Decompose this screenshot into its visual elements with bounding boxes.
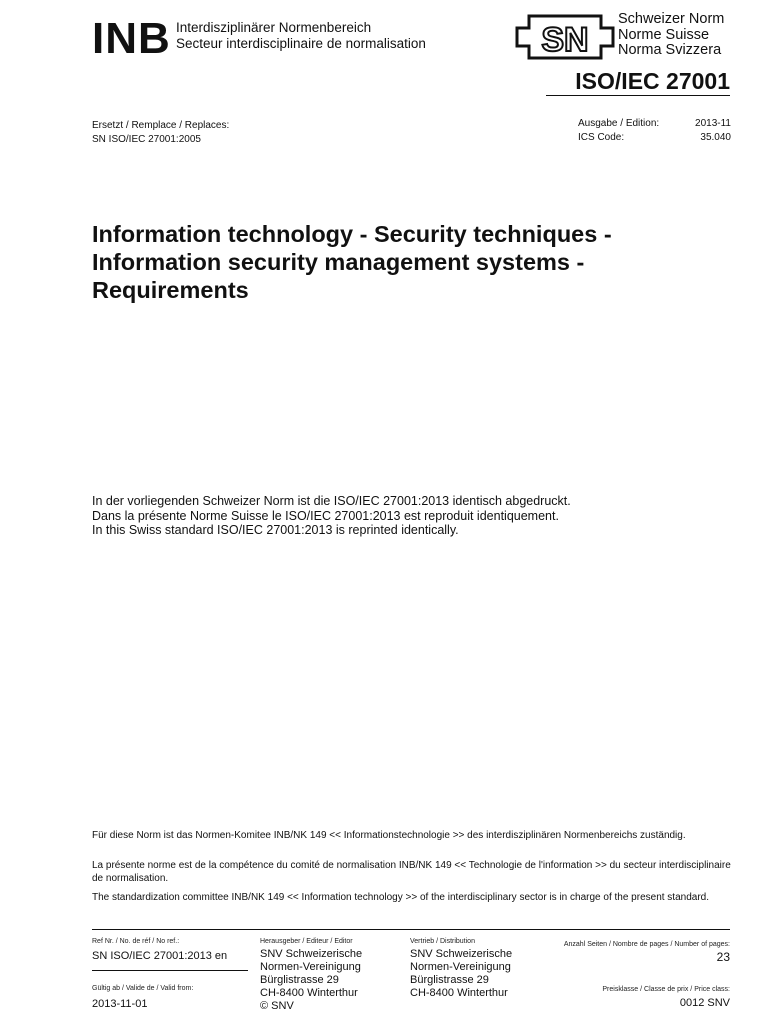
editor-line: © SNV	[260, 1000, 294, 1012]
ics-value: 35.040	[700, 132, 731, 143]
committee-de: Für diese Norm ist das Normen-Komitee INB/NK 149 << Informationstechnologie >> des interdisziplinären Normenbereichs zuständig.	[92, 830, 686, 841]
distribution-label: Vertrieb / Distribution	[410, 938, 475, 945]
inb-subtitle-de: Interdisziplinärer Normenbereich	[176, 20, 372, 35]
sn-name-fr: Norme Suisse	[618, 26, 710, 43]
edition-value: 2013-11	[695, 118, 731, 129]
sn-name-de: Schweizer Norm	[618, 11, 725, 27]
inb-logo: INB	[92, 14, 171, 63]
inb-subtitle	[176, 20, 426, 52]
ref-divider	[92, 970, 248, 971]
edition-label: Ausgabe / Edition:	[578, 118, 660, 129]
ics-label: ICS Code:	[578, 132, 625, 143]
committee-fr: La présente norme est de la compétence du comité de normalisation INB/NK 149 << Technologie de l'information >> du secteur interdisciplinaire de normalisation.	[92, 860, 731, 884]
editor-label: Herausgeber / Editeur / Editor	[260, 938, 353, 945]
edition-block	[578, 117, 731, 145]
title-line: Information security management systems -	[92, 249, 585, 275]
editor-line: Normen-Vereinigung	[260, 961, 361, 973]
valid-label: Gültig ab / Valide de / Valid from:	[92, 985, 194, 992]
pages-label: Anzahl Seiten / Nombre de pages / Number of pages:	[563, 941, 730, 948]
sn-logo-icon	[515, 14, 615, 60]
editor-line: Bürglistrasse 29	[260, 974, 339, 986]
sn-logo-letters: SN	[541, 21, 589, 59]
document-title	[92, 220, 712, 304]
editor-address	[260, 948, 362, 1013]
standard-id: ISO/IEC 27001	[575, 68, 730, 94]
distribution-address	[410, 948, 512, 1000]
replaces-block	[92, 119, 229, 147]
price-value: 0012 SNV	[679, 997, 730, 1009]
replaces-value: SN ISO/IEC 27001:2005	[92, 134, 201, 145]
editor-line: CH-8400 Winterthur	[260, 987, 358, 999]
identity-de: In der vorliegenden Schweizer Norm ist die ISO/IEC 27001:2013 identisch abgedruckt.	[92, 494, 571, 508]
ref-value: SN ISO/IEC 27001:2013 en	[92, 950, 228, 962]
price-label: Preisklasse / Classe de prix / Price class:	[602, 986, 730, 993]
committee-en: The standardization committee INB/NK 149 << Information technology >> of the interdisciplinary sector is in charge of the present standard.	[92, 892, 710, 903]
distribution-line: CH-8400 Winterthur	[410, 987, 508, 999]
inb-subtitle-fr: Secteur interdisciplinaire de normalisation	[176, 36, 426, 51]
title-line: Information technology - Security techniques -	[92, 221, 612, 247]
header-divider	[546, 95, 730, 96]
identity-statement	[92, 494, 571, 538]
footer-divider	[92, 929, 730, 930]
title-line: Requirements	[92, 277, 249, 303]
replaces-label: Ersetzt / Remplace / Replaces:	[92, 120, 230, 131]
ref-label: Ref Nr. / No. de réf / No ref.:	[92, 938, 180, 945]
sn-names	[618, 12, 724, 59]
distribution-line: Normen-Vereinigung	[410, 961, 511, 973]
distribution-line: Bürglistrasse 29	[410, 974, 489, 986]
identity-en: In this Swiss standard ISO/IEC 27001:2013 is reprinted identically.	[92, 523, 459, 537]
valid-value: 2013-11-01	[92, 998, 148, 1010]
distribution-line: SNV Schweizerische	[410, 948, 513, 960]
sn-name-it: Norma Svizzera	[618, 42, 722, 58]
identity-fr: Dans la présente Norme Suisse le ISO/IEC 27001:2013 est reproduit identiquement.	[92, 508, 559, 523]
editor-line: SNV Schweizerische	[260, 948, 363, 960]
pages-value: 23	[716, 950, 730, 964]
